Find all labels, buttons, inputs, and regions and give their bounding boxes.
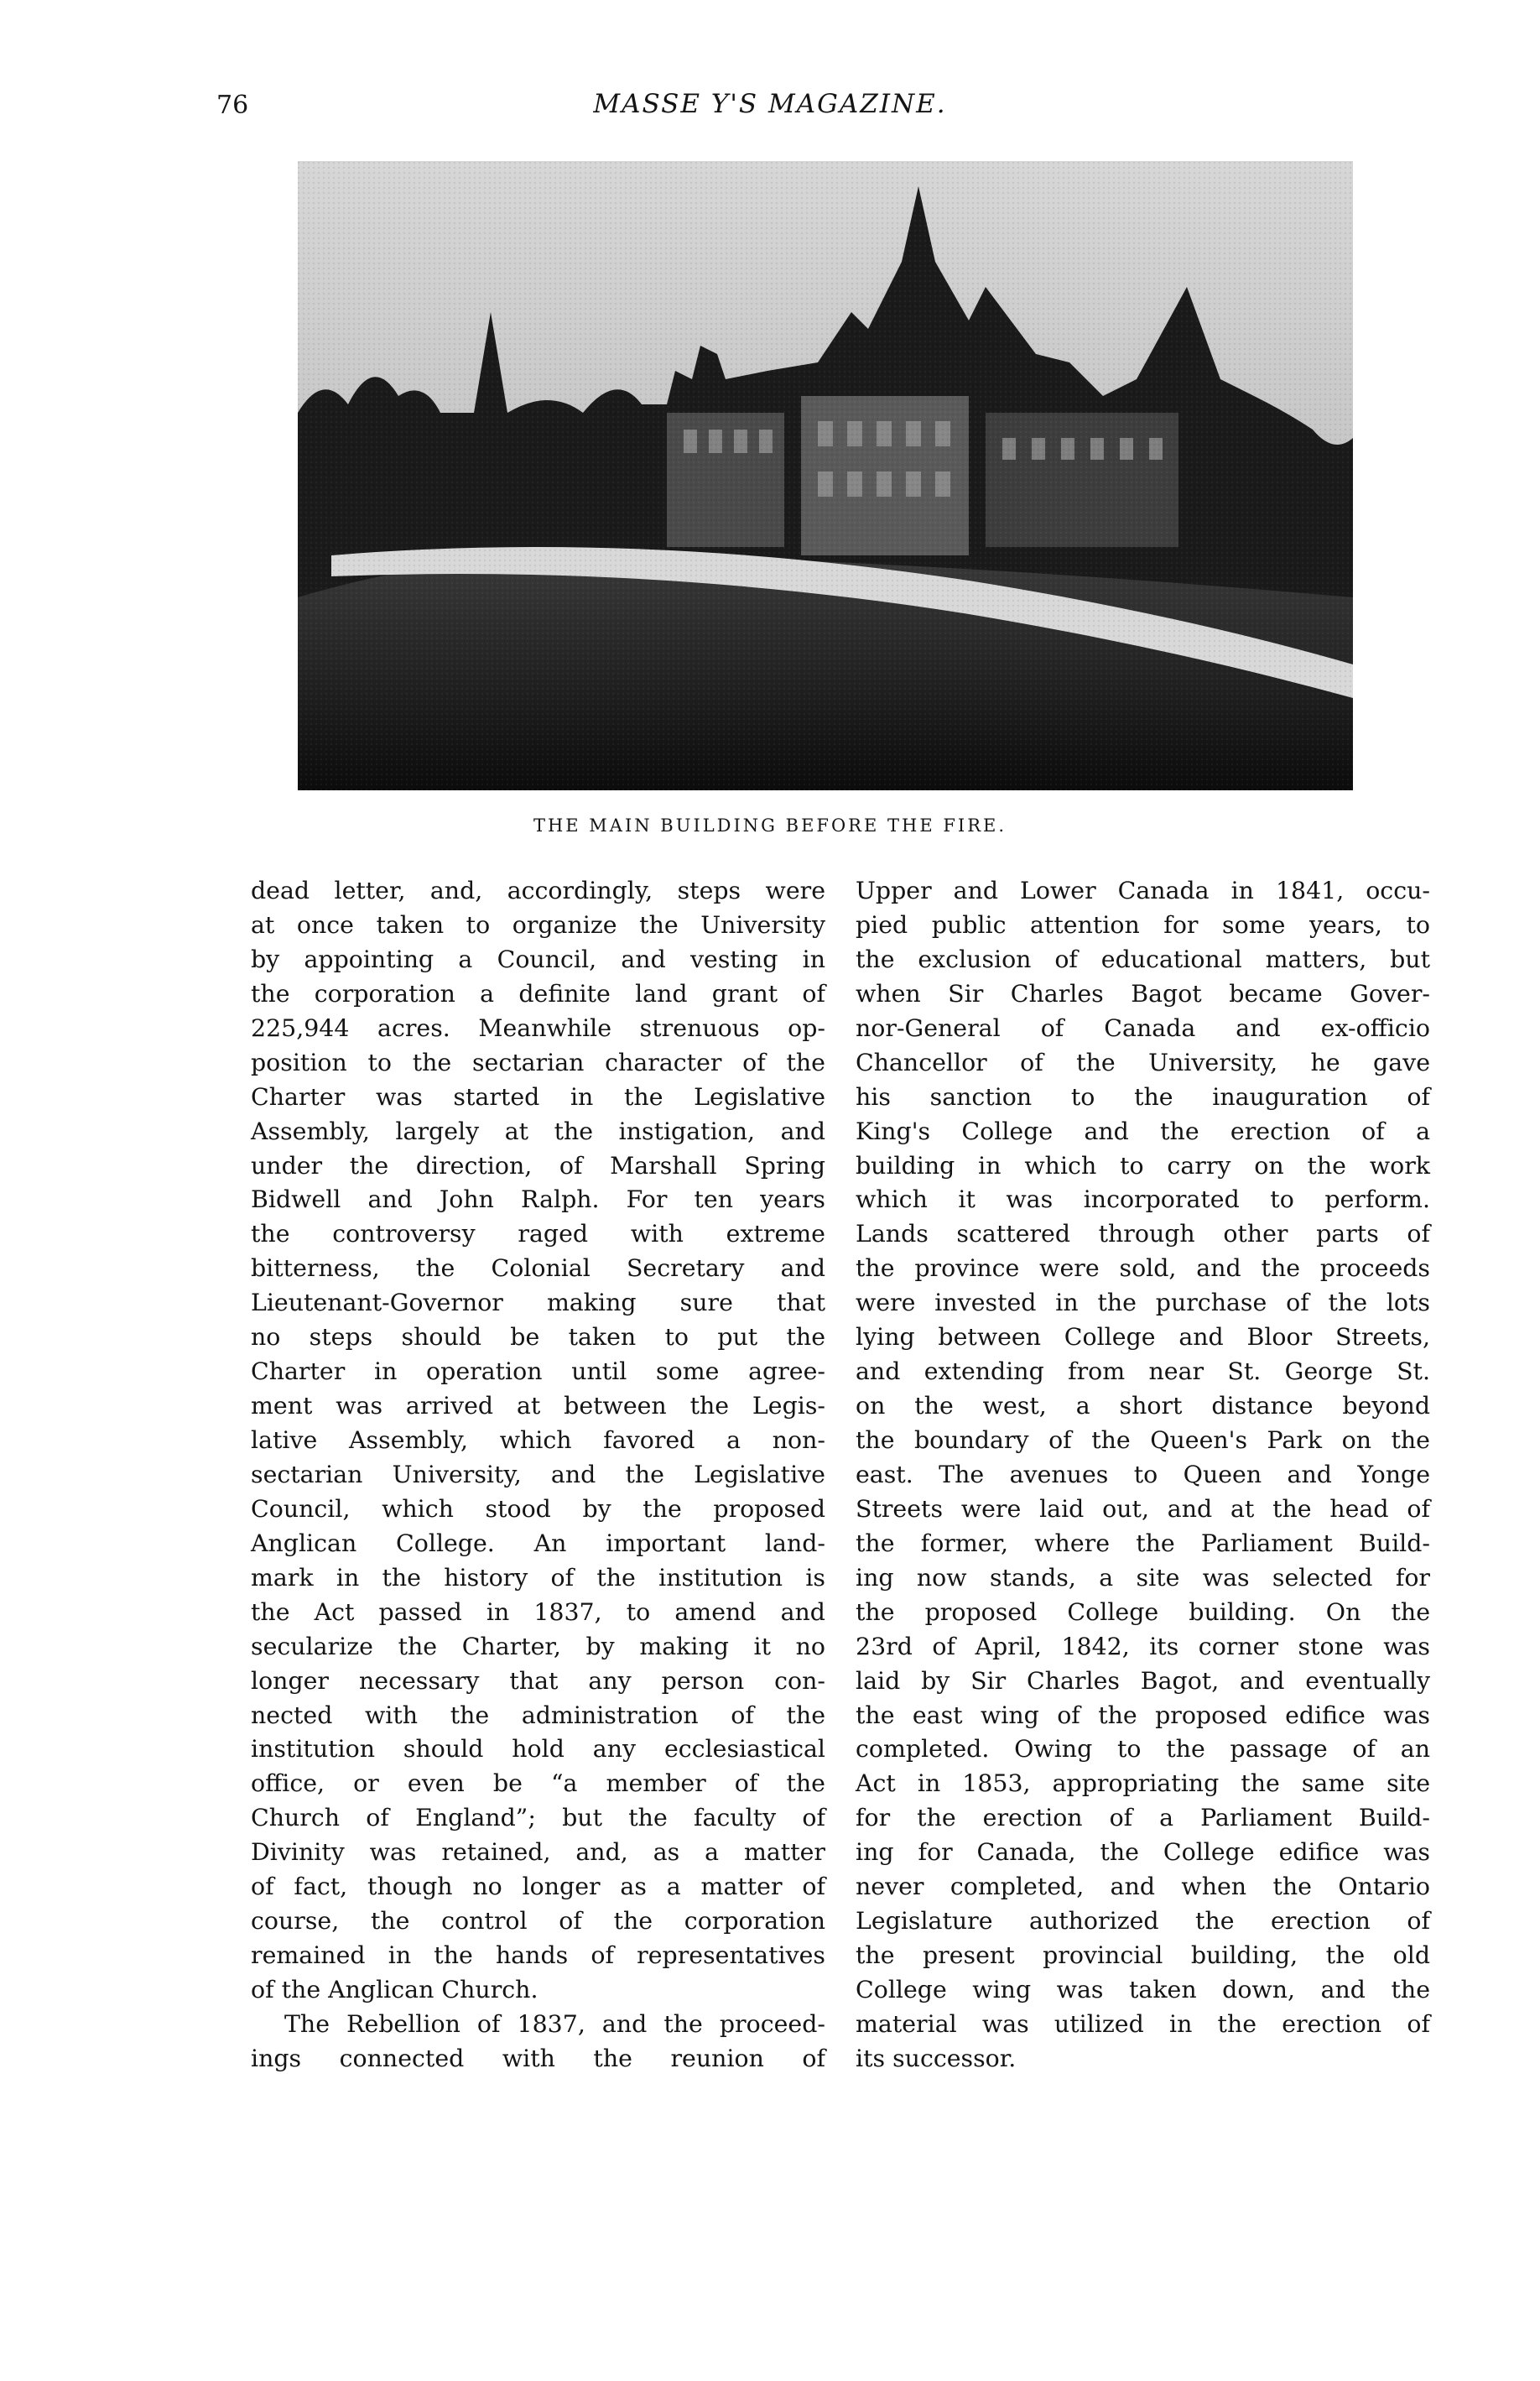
text-line: Anglican College. An important land- [251, 1529, 825, 1557]
text-line: secularize the Charter, by making it no [251, 1632, 825, 1660]
text-line: institution should hold any ecclesiastical [251, 1735, 825, 1764]
text-line: office, or even be “a member of the [251, 1769, 825, 1798]
text-line: completed. Owing to the passage of an [856, 1735, 1430, 1764]
text-line: no steps should be taken to put the [251, 1323, 825, 1352]
text-line: mark in the history of the institution is [251, 1563, 825, 1592]
text-line: The Rebellion of 1837, and the proceed- [284, 2009, 825, 2038]
text-line: course, the control of the corporation [251, 1907, 825, 1936]
text-line: of fact, though no longer as a matter of [251, 1873, 825, 1901]
text-line: the controversy raged with extreme [251, 1220, 825, 1248]
text-line: dead letter, and, accordingly, steps were [251, 877, 825, 904]
text-line: his sanction to the inauguration of [856, 1082, 1430, 1111]
text-line: Act in 1853, appropriating the same site [856, 1769, 1430, 1798]
text-line: Streets were laid out, and at the head of [856, 1494, 1430, 1523]
left-column [251, 874, 825, 2076]
text-line: at once taken to organize the University [251, 910, 825, 939]
text-line: 225,944 acres. Meanwhile strenuous op- [251, 1013, 825, 1042]
text-line: remained in the hands of representatives [251, 1941, 825, 1970]
text-line: the corporation a definite land grant of [251, 979, 825, 1008]
running-head: MASSE Y'S MAGAZINE. [593, 89, 947, 119]
text-line: for the erection of a Parliament Build- [856, 1804, 1430, 1832]
text-line: building in which to carry on the work [856, 1151, 1430, 1180]
text-line: which it was incorporated to perform. [856, 1185, 1430, 1214]
text-line: never completed, and when the Ontario [856, 1873, 1430, 1901]
text-line: were invested in the purchase of the lots [856, 1289, 1430, 1317]
text-line: of the Anglican Church. [251, 1976, 538, 2003]
figure-caption: THE MAIN BUILDING BEFORE THE FIRE. [533, 815, 1007, 836]
text-line: by appointing a Council, and vesting in [251, 945, 825, 973]
text-line: King's College and the erection of a [856, 1117, 1430, 1145]
text-line: College wing was taken down, and the [856, 1976, 1430, 2003]
page-number: 76 [216, 91, 249, 120]
text-line: sectarian University, and the Legislative [251, 1460, 825, 1488]
right-column [856, 874, 1430, 2076]
text-line: the exclusion of educational matters, but [856, 945, 1430, 973]
text-line: material was utilized in the erection of [856, 2009, 1430, 2038]
text-line: its successor. [856, 2044, 1017, 2072]
text-line: Council, which stood by the proposed [251, 1494, 825, 1523]
text-line: ment was arrived at between the Legis- [251, 1392, 825, 1420]
text-line: Chancellor of the University, he gave [856, 1048, 1430, 1076]
text-line: longer necessary that any person con- [251, 1666, 825, 1695]
text-line: pied public attention for some years, to [856, 910, 1430, 939]
text-line: 23rd of April, 1842, its corner stone was [856, 1632, 1430, 1660]
text-line: Charter was started in the Legislative [251, 1082, 825, 1111]
text-line: position to the sectarian character of the [251, 1048, 825, 1076]
text-line: ings connected with the reunion of [251, 2044, 825, 2072]
text-line: ing for Canada, the College edifice was [856, 1838, 1430, 1867]
text-line: and extending from near St. George St. [856, 1357, 1430, 1386]
text-line: Charter in operation until some agree- [251, 1357, 825, 1386]
text-line: ing now stands, a site was selected for [856, 1563, 1430, 1592]
text-line: Lieutenant-Governor making sure that [251, 1289, 825, 1317]
text-line: the east wing of the proposed edifice was [856, 1701, 1430, 1729]
text-line: Divinity was retained, and, as a matter [251, 1838, 825, 1867]
text-line: Legislature authorized the erection of [856, 1907, 1430, 1936]
text-line: under the direction, of Marshall Spring [251, 1151, 825, 1180]
text-line: east. The avenues to Queen and Yonge [856, 1460, 1430, 1488]
text-line: lative Assembly, which favored a non- [251, 1426, 825, 1454]
main-building-photo [298, 161, 1353, 790]
text-line: when Sir Charles Bagot became Gover- [856, 979, 1430, 1008]
text-line: the Act passed in 1837, to amend and [251, 1597, 825, 1626]
text-line: laid by Sir Charles Bagot, and eventually [856, 1666, 1430, 1695]
text-line: the former, where the Parliament Build- [856, 1529, 1430, 1557]
text-line: Church of England”; but the faculty of [251, 1804, 825, 1832]
text-line: bitterness, the Colonial Secretary and [251, 1254, 825, 1283]
text-line: the boundary of the Queen's Park on the [856, 1426, 1430, 1454]
text-line: the province were sold, and the proceeds [856, 1254, 1430, 1283]
text-line: Bidwell and John Ralph. For ten years [251, 1185, 825, 1214]
text-line: the present provincial building, the old [856, 1941, 1430, 1970]
text-line: on the west, a short distance beyond [856, 1392, 1430, 1420]
text-line: the proposed College building. On the [856, 1597, 1430, 1626]
text-line: nected with the administration of the [251, 1701, 825, 1729]
text-line: Assembly, largely at the instigation, and [251, 1117, 825, 1145]
text-line: Lands scattered through other parts of [856, 1220, 1430, 1248]
text-line: nor-General of Canada and ex-officio [856, 1013, 1430, 1042]
text-line: lying between College and Bloor Streets, [856, 1323, 1430, 1352]
text-line: Upper and Lower Canada in 1841, occu- [856, 877, 1430, 904]
